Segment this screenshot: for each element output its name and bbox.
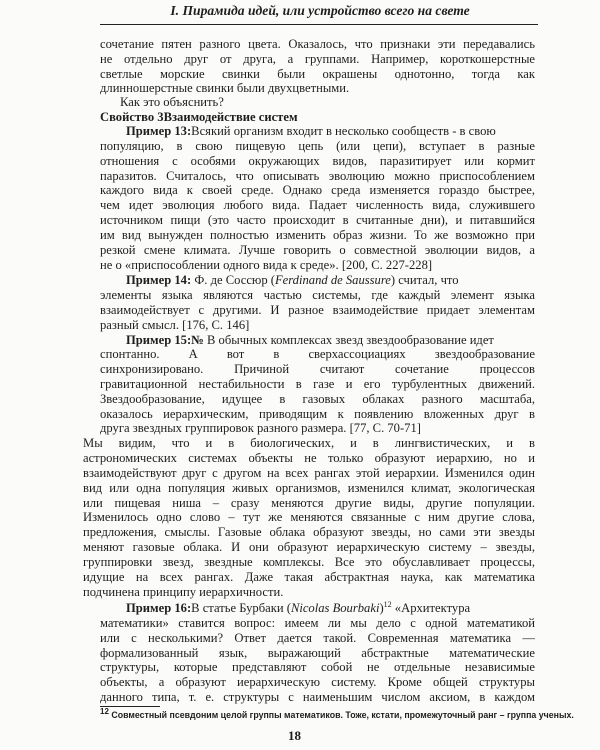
text-line: синхронизировано. Причиной считают сочетание процессов — [100, 362, 535, 377]
text-line: гравитационной нестабильности в газе и его турбулентных движений. — [100, 377, 535, 391]
text-line: источником пищи (это часто происходит в считанные дни), и питавшийся — [100, 213, 535, 228]
example-label: Пример 14: — [126, 273, 192, 288]
footnote-mark: 12 — [100, 707, 109, 717]
text-line: математики» ставится вопрос: имеем ли мы дело с одной математикой — [100, 615, 535, 630]
author-name: Nicolas Bourbaki — [290, 601, 380, 616]
text-line: им вид вынужден полностью изменить образ жизни. То же возможно при — [100, 227, 535, 242]
text-line: структуры, которые представляют собой не отдельные независимые — [100, 660, 535, 675]
page-number: 18 — [288, 728, 301, 743]
text-line: чем идет эволюция любого вида. Падает численность вида, служившего — [100, 198, 535, 213]
text-run: «Архитектура — [391, 601, 471, 616]
text-line: данного типа, т. е. структуры с наименьшим числом аксиом, в каждом — [100, 690, 535, 704]
text-run: В статье Бурбаки ( — [191, 601, 291, 616]
text-run: Всякий организм входит в несколько сообществ - в свою — [191, 124, 496, 139]
text-line: Мы видим, что и в биологических, и в лингвистических, и в — [83, 436, 535, 451]
example-label: Пример 16: — [126, 601, 192, 616]
text-line: не о «приспособлении одного вида к среде». [200, С. 227-228] — [100, 257, 433, 272]
text-line: каждого вида к своей среде. Однако среда изменяется гораздо быстрее, — [100, 183, 535, 198]
text-line: идущие на всех рангах. Даже такая абстрактная наука, как математика — [83, 569, 535, 584]
text-line: резкой смене климата. Лучше говорить о совместной эволюции видов, а — [100, 242, 535, 257]
text-line: группировки звезд, звездные комплексы. Все это обуславливает процессы, — [83, 554, 535, 569]
text-line: элементы языка являются частью системы, где каждый элемент языка — [100, 288, 535, 303]
text-line: разный смысл. [176, С. 146] — [100, 317, 250, 332]
text-line: вид или одна популяция живых организмов, изменился климат, экологическая — [83, 480, 535, 495]
footnote — [100, 707, 574, 720]
text-line: сочетание пятен разного цвета. Оказалось, что признаки эти передавались — [100, 37, 535, 51]
text-line: Звездообразование, идущее в газовых облаках разного масштаба, — [100, 391, 535, 406]
author-name: Ferdinand de Saussure — [274, 273, 391, 288]
text-line: взаимодействует с другими. И разное взаимодействие придает элементам — [100, 302, 535, 317]
footnote-rule — [100, 706, 160, 707]
text-line: паразитов. Считалось, что описывать эволюцию можно приспособлением — [100, 168, 535, 183]
text-line: или пищевая ниша – сразу меняются другие виды, другие популяции. — [83, 495, 535, 510]
text-line: отношения с особями окружающих видов, паразитирует или кормит — [100, 153, 535, 168]
text-line: популяцию, в свою пищевую цепь (или цепи), вступает в разные — [100, 139, 535, 153]
footnote-text: Совместный псевдоним целой группы математиков. Тоже, кстати, промежуточный ранг – группа ученых. — [108, 710, 574, 720]
question-line: Как это объяснить? — [120, 95, 224, 110]
running-header: I. Пирамида идей, или устройство всего на свете — [170, 3, 470, 18]
section-heading: Свойство 3Взаимодействие систем — [100, 110, 298, 125]
text-line: спонтанно. А вот в сверхассоциациях звездообразование — [100, 347, 535, 362]
text-line: светлые морские свинки были окрашены однотонно, тогда как — [100, 66, 535, 81]
text-line: меняют газовые облака. И они образуют иерархическую систему – звезды, — [83, 540, 535, 555]
text-line: или с несколькими? Ответ дается такой. Современная математика — — [100, 630, 535, 645]
example-16-first-line: Пример 16:В статье Бурбаки (Nicolas Bourbaki)$^{12}$ «Архитектура — [126, 599, 471, 616]
text-line: взаимодействуют друг с другом на всех рангах этой иерархии. Изменился один — [83, 465, 535, 480]
text-line: не отдельно друг от друга, а группами. Например, короткошерстные — [100, 51, 535, 66]
text-run: ) считал, что — [390, 273, 459, 288]
text-line: Изменилось одно слово – тут же меняются связанные с ним другие слова, — [83, 510, 535, 525]
text-line: объекты, а образуют иерархическую систему. Кроме общей структуры — [100, 675, 535, 690]
text-line: оказалось иерархическим, приводящим к появлению вложенных друг в — [100, 406, 535, 421]
text-run: Ф. де Соссюр ( — [194, 273, 275, 288]
text-line: предложения, смыслы. Газовые облака образуют звезды, но сами эти звезды — [83, 525, 535, 540]
text-line: астрономических системах объекты не только образуют иерархию, но и — [83, 451, 535, 466]
text-line: формализованный язык, выражающий абстрактные математические — [100, 645, 535, 660]
footnote-ref: 12 — [383, 599, 392, 609]
example-label: Пример 15:№ — [126, 332, 204, 347]
header-rule — [100, 24, 538, 25]
text-line: длинношерстные свинки были двухцветными. — [100, 81, 350, 96]
text-run: В обычных комплексах звезд звездообразование идет — [206, 332, 494, 347]
text-line: друга звездных группировок разного размера. [77, С. 70-71] — [100, 421, 421, 436]
text-line: подчинена принципу иерархичности. — [83, 584, 284, 599]
example-label: Пример 13: — [126, 124, 192, 139]
